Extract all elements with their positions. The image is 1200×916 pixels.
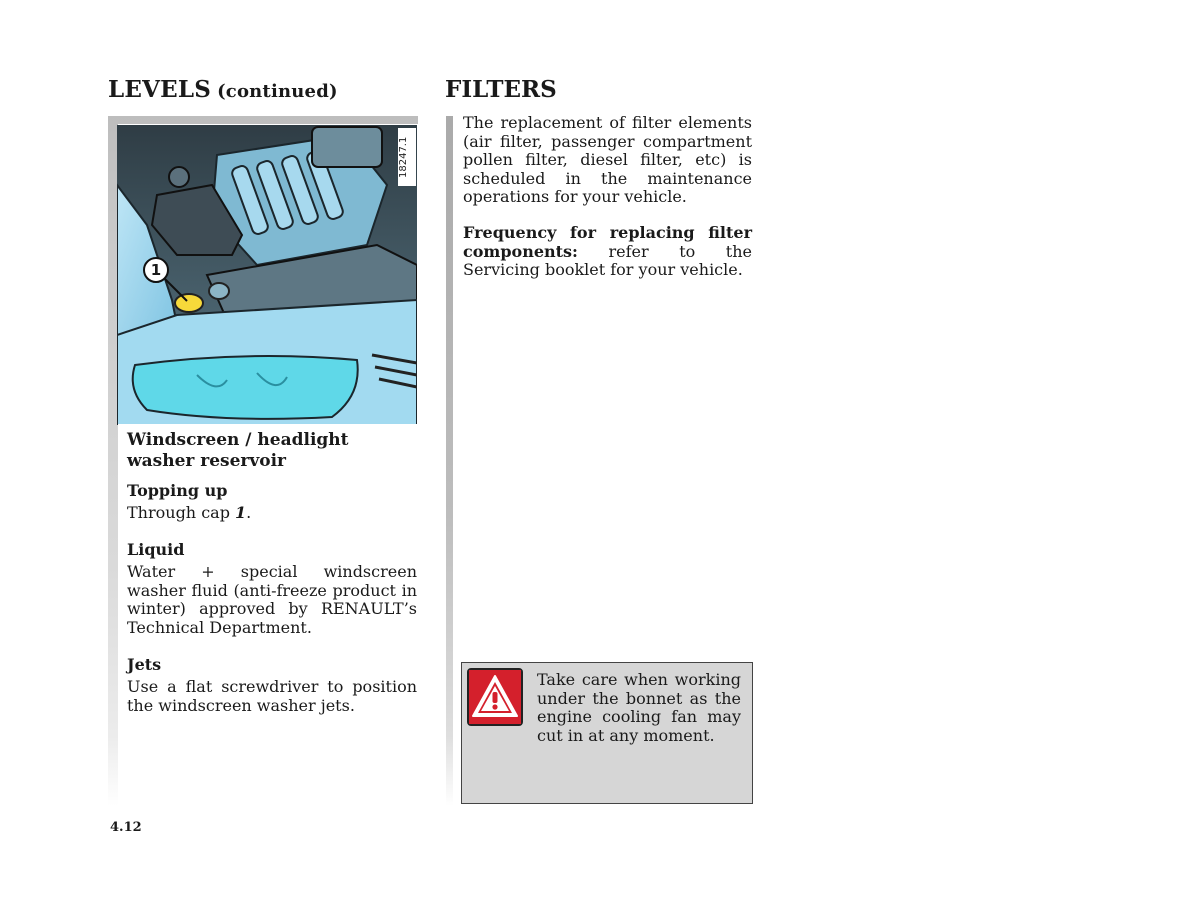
callout-1	[143, 257, 169, 283]
warning-box	[461, 662, 753, 804]
reservoir-title: Windscreen / headlight washer reservoir	[127, 430, 349, 471]
warning-text: Take care when working under the bonnet as the engine cooling fan may cut in at any moment.	[537, 670, 741, 745]
frequency-text: refer to the Servicing booklet for your vehicle.	[463, 241, 752, 279]
topping-up-period: .	[246, 503, 252, 522]
levels-heading: LEVELS	[108, 76, 212, 103]
filters-heading: FILTERS	[445, 76, 557, 103]
topping-up-text	[127, 504, 417, 523]
topping-up-body: Through cap	[127, 503, 236, 522]
callout-number: 1	[150, 261, 162, 279]
filters-frequency	[463, 224, 752, 280]
cap-reference: 1	[235, 503, 247, 522]
continued-label: (continued)	[217, 81, 338, 102]
page-title-levels	[108, 76, 338, 103]
right-column-strip	[446, 116, 453, 806]
frequency-label: Frequency for replacing filter components:	[463, 223, 752, 261]
engine-bay-illustration	[117, 125, 417, 425]
liquid-label: Liquid	[127, 540, 185, 559]
jets-text: Use a flat screwdriver to position the windscreen washer jets.	[127, 677, 417, 715]
liquid-text: Water + special windscreen washer fluid (anti-freeze product in winter) approved by RENAULT’s Technical Department.	[127, 562, 417, 637]
figure-code: 18247.1	[398, 128, 416, 186]
topping-up-label: Topping up	[127, 481, 228, 500]
jets-label: Jets	[127, 655, 162, 674]
warning-triangle-icon	[469, 670, 521, 724]
filters-intro: The replacement of filter elements (air filter, passenger compartment pollen filter, diesel filter, etc) is scheduled in the maintenance operations for your vehicle.	[463, 113, 752, 206]
warning-icon-frame	[467, 668, 523, 726]
page-number: 4.12	[110, 820, 142, 835]
